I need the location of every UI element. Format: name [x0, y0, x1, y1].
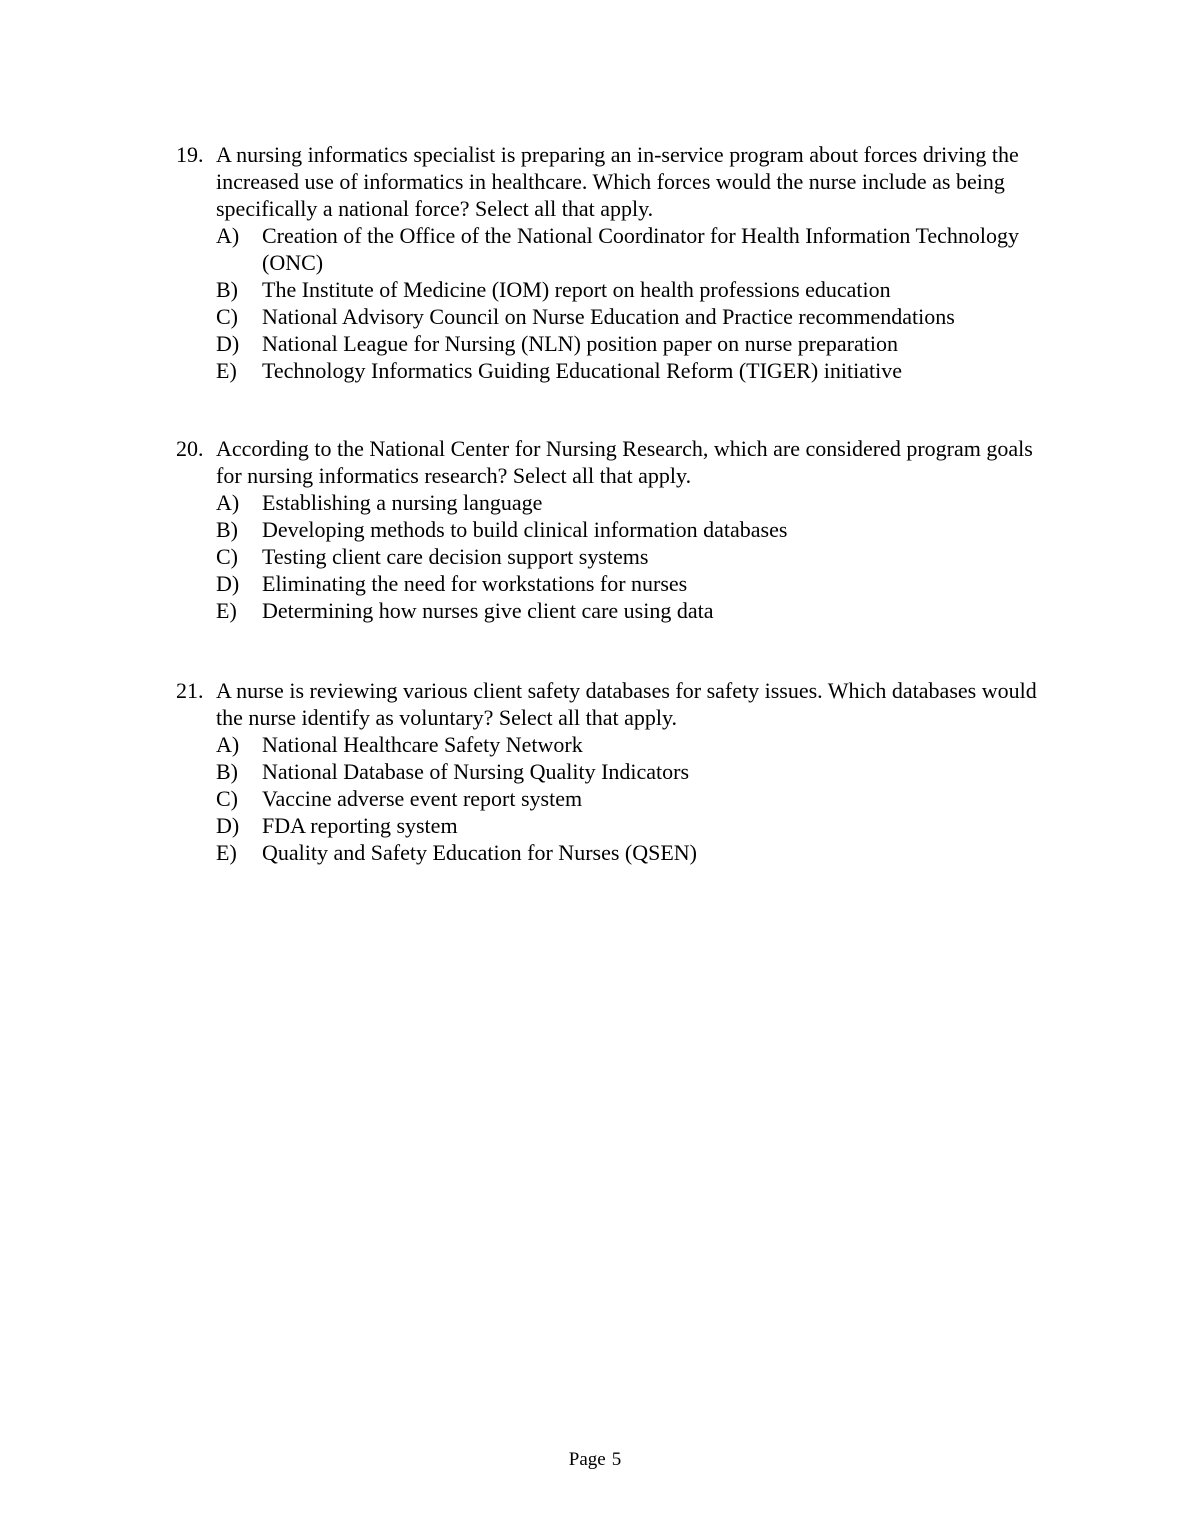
- option-text: Testing client care decision support systems: [262, 544, 649, 569]
- question-stem: [176, 677, 1056, 731]
- option-letter: C): [216, 304, 238, 329]
- option-letter: A): [216, 223, 240, 248]
- option-e: [216, 357, 1056, 384]
- option-d: [216, 330, 1056, 357]
- option-c: [216, 785, 1056, 812]
- page-number: 5: [611, 1449, 622, 1470]
- option-text: FDA reporting system: [262, 813, 458, 838]
- option-text: The Institute of Medicine (IOM) report on health professions education: [262, 277, 891, 302]
- option-c: [216, 303, 1056, 330]
- option-a: [216, 222, 1056, 276]
- question-stem: [176, 141, 1056, 222]
- option-text: Establishing a nursing language: [262, 490, 543, 515]
- option-list: [216, 489, 1056, 624]
- option-letter: D): [216, 813, 240, 838]
- option-list: [216, 731, 1056, 866]
- option-a: [216, 731, 1056, 758]
- option-letter: E): [216, 598, 237, 623]
- option-letter: D): [216, 331, 240, 356]
- option-letter: A): [216, 732, 240, 757]
- option-letter: C): [216, 786, 238, 811]
- question-21: [176, 677, 1056, 866]
- option-letter: C): [216, 544, 238, 569]
- question-text: A nursing informatics specialist is preparing an in-service program about forces driving the increased use of informatics in healthcare. Which forces would the nurse include as being specifically a national force? Select all that apply.: [216, 142, 1019, 221]
- option-a: [216, 489, 1056, 516]
- option-text: Technology Informatics Guiding Educational Reform (TIGER) initiative: [262, 358, 902, 383]
- option-letter: A): [216, 490, 240, 515]
- option-b: [216, 516, 1056, 543]
- option-text: National League for Nursing (NLN) position paper on nurse preparation: [262, 331, 898, 356]
- option-text: Vaccine adverse event report system: [262, 786, 583, 811]
- option-text: National Healthcare Safety Network: [262, 732, 583, 757]
- question-number: 19.: [176, 142, 204, 167]
- page-footer: [0, 1449, 1190, 1471]
- question-text: A nurse is reviewing various client safety databases for safety issues. Which databases would the nurse identify as voluntary? Select all that apply.: [216, 678, 1037, 730]
- option-text: Quality and Safety Education for Nurses (QSEN): [262, 840, 698, 865]
- option-text: Developing methods to build clinical information databases: [262, 517, 788, 542]
- option-letter: B): [216, 517, 238, 542]
- question-text: According to the National Center for Nursing Research, which are considered program goals for nursing informatics research? Select all that apply.: [216, 436, 1033, 488]
- option-c: [216, 543, 1056, 570]
- option-d: [216, 570, 1056, 597]
- option-e: [216, 597, 1056, 624]
- option-letter: D): [216, 571, 240, 596]
- option-text: Eliminating the need for workstations for nurses: [262, 571, 688, 596]
- option-list: [216, 222, 1056, 384]
- option-b: [216, 276, 1056, 303]
- page-label: Page: [568, 1449, 606, 1470]
- question-20: [176, 435, 1056, 624]
- question-19: [176, 141, 1056, 384]
- option-b: [216, 758, 1056, 785]
- option-letter: E): [216, 358, 237, 383]
- option-letter: E): [216, 840, 237, 865]
- option-e: [216, 839, 1056, 866]
- question-number: 21.: [176, 678, 204, 703]
- question-number: 20.: [176, 436, 204, 461]
- option-letter: B): [216, 759, 238, 784]
- option-text: Creation of the Office of the National Coordinator for Health Information Technology (ONC): [262, 223, 1020, 275]
- option-text: National Advisory Council on Nurse Education and Practice recommendations: [262, 304, 955, 329]
- question-stem: [176, 435, 1056, 489]
- option-letter: B): [216, 277, 238, 302]
- option-text: Determining how nurses give client care using data: [262, 598, 714, 623]
- option-d: [216, 812, 1056, 839]
- option-text: National Database of Nursing Quality Indicators: [262, 759, 690, 784]
